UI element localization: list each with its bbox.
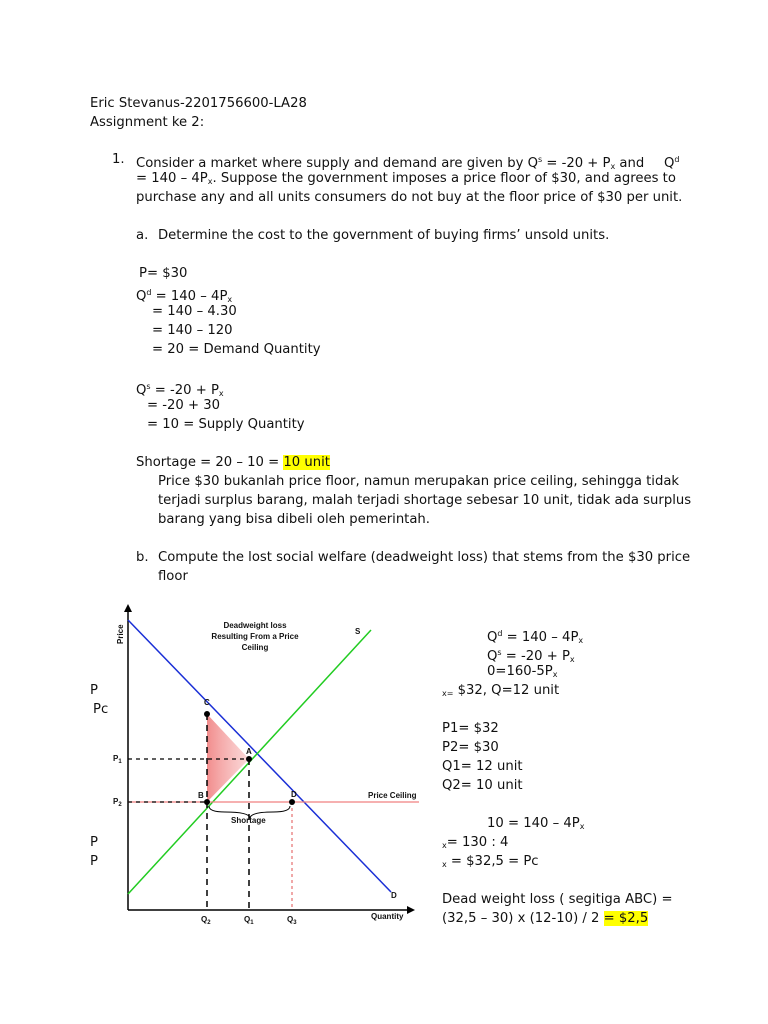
author-line: Eric Stevanus-2201756600-LA28 — [90, 96, 307, 111]
p2-axis-label: $P_2$ — [113, 797, 122, 808]
calc-equation: $0=160-5P_x$ — [487, 664, 558, 679]
side-label-p3: P — [90, 854, 98, 869]
part-b-label: b. — [136, 550, 149, 565]
demand-eq-3: = 140 – 120 — [152, 323, 233, 338]
point-d-dot — [289, 799, 295, 805]
calc-pc-eq2: $_x$= 130 : 4 — [442, 835, 509, 850]
side-label-p2: P — [90, 835, 98, 850]
point-b-label: B — [198, 791, 204, 800]
dwl-line2: (32,5 – 30) x (12-10) / 2 = $2,5 — [442, 911, 649, 926]
shortage-line: Shortage = 20 – 10 = 10 unit — [136, 455, 330, 470]
explanation-line1: Price $30 bukanlah price floor, namun merupakan price ceiling, sehingga tidak — [158, 474, 680, 489]
q3-axis-label: $Q_3$ — [287, 915, 297, 926]
dwl-line1: Dead weight loss ( segitiga ABC) = — [442, 892, 673, 907]
x-axis-arrow — [407, 906, 415, 914]
supply-label: S — [355, 627, 361, 636]
supply-eq-2: = -20 + 30 — [147, 398, 220, 413]
graph-title-1: Deadweight loss — [223, 621, 287, 630]
dwl-highlight: = $2,5 — [603, 911, 649, 926]
calc-q2: Q2= 10 unit — [442, 778, 523, 793]
calc-result: $_{x=}$ $32, Q=12 unit — [442, 683, 560, 698]
point-c-label: C — [204, 698, 210, 707]
question1-line2: = $140 - 4P_x$. Suppose the government imposes a price floor of $30, and agrees to — [136, 171, 676, 186]
q1-axis-label: $Q_1$ — [244, 915, 254, 926]
y-axis-label: Price — [116, 624, 125, 644]
calc-p1: P1= $32 — [442, 721, 499, 736]
question1-qd-label: $Q^d$ — [664, 155, 680, 171]
p1-axis-label: $P_1$ — [113, 754, 122, 765]
explanation-line2: terjadi surplus barang, malah terjadi shortage sebesar 10 unit, tidak ada surplus — [158, 493, 692, 508]
question1-line1: Consider a market where supply and demand are given by $Q^s = -20 + P_x$ and — [136, 155, 645, 171]
deadweight-loss-graph — [75, 598, 425, 933]
calc-demand: $Q^d = 140 - 4P_x$ — [487, 629, 584, 645]
y-axis-arrow — [124, 604, 132, 612]
part-b-question2: floor — [158, 569, 188, 584]
supply-eq-3: = 10 = Supply Quantity — [147, 417, 305, 432]
demand-eq-2: = 140 – 4.30 — [152, 304, 237, 319]
side-label-pc: Pc — [93, 702, 109, 717]
demand-eq-1: $Q^d = 140 - 4P_x$ — [136, 288, 233, 304]
graph-title-2: Resulting From a Price — [211, 632, 299, 641]
calc-pc-eq1: $10 = 140 - 4P_x$ — [487, 816, 585, 831]
part-a-question: Determine the cost to the government of buying firms’ unsold units. — [158, 228, 610, 243]
shortage-highlight: 10 unit — [283, 455, 330, 470]
calc-q1: Q1= 12 unit — [442, 759, 523, 774]
point-a-label: A — [246, 747, 252, 756]
q2-axis-label: $Q_2$ — [201, 915, 211, 926]
supply-eq-1: $Q^s = -20 + P_x$ — [136, 382, 224, 398]
x-axis-label: Quantity — [371, 912, 404, 921]
point-d-label: D — [291, 790, 297, 799]
price-value: P= $30 — [139, 266, 188, 281]
explanation-line3: barang yang bisa dibeli oleh pemerintah. — [158, 512, 430, 527]
price-ceiling-label: Price Ceiling — [368, 791, 417, 800]
demand-eq-4: = 20 = Demand Quantity — [152, 342, 321, 357]
point-c-dot — [204, 711, 210, 717]
point-b-dot — [204, 799, 210, 805]
point-a-dot — [246, 756, 252, 762]
deadweight-loss-triangle — [207, 714, 249, 802]
demand-label: D — [391, 891, 397, 900]
graph-title-3: Ceiling — [241, 643, 269, 652]
question1-line3: purchase any and all units consumers do not buy at the floor price of $30 per unit. — [136, 190, 683, 205]
calc-pc-eq3: $_x$ = $32,5 = Pc — [442, 854, 539, 869]
calc-p2: P2= $30 — [442, 740, 499, 755]
question-number: 1. — [112, 152, 125, 167]
calc-supply: $Q^s = -20 + P_x$ — [487, 648, 575, 664]
side-label-p: P — [90, 683, 98, 698]
part-a-label: a. — [136, 228, 149, 243]
part-b-question1: Compute the lost social welfare (deadweight loss) that stems from the $30 price — [158, 550, 691, 565]
assignment-title: Assignment ke 2: — [90, 115, 205, 130]
shortage-label: Shortage — [231, 816, 266, 825]
